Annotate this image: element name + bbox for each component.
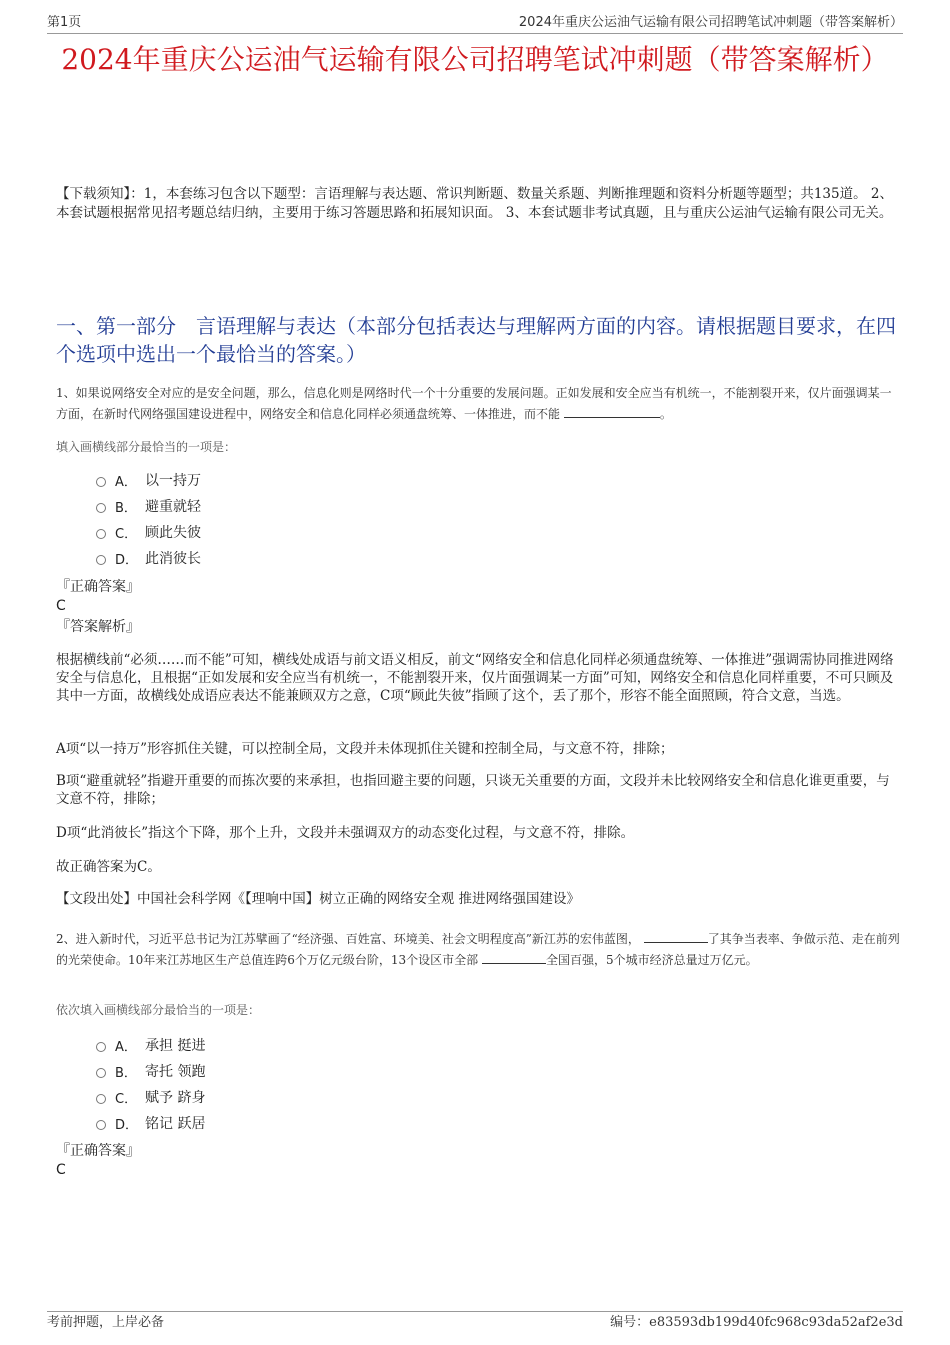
question-2-answer: C — [56, 1162, 66, 1178]
question-2-option-c[interactable] — [96, 1084, 205, 1110]
page-header — [47, 14, 903, 34]
question-1-blank — [564, 403, 660, 418]
page-number: 第1页 — [47, 15, 82, 30]
question-2-text — [56, 928, 900, 970]
option-text: 避重就轻 — [145, 499, 201, 515]
option-letter: D． — [115, 552, 139, 568]
analysis-conclusion: 故正确答案为C。 — [56, 859, 161, 875]
question-2-text-part2: 了其争当表率、争做示范、走在前列的光荣使命。10年来江苏地区生产总值连跨6个万亿元级台阶，13个设区市全部 — [56, 932, 900, 967]
radio-button[interactable] — [96, 1094, 106, 1104]
analysis-paragraph: A项“以一持万”形容抓住关键，可以控制全局，文段并未体现抓住关键和控制全局，与文意不符，排除； — [56, 741, 674, 757]
question-1-answer: C — [56, 598, 66, 614]
radio-button[interactable] — [96, 1042, 106, 1052]
question-1-option-b[interactable] — [96, 493, 201, 519]
radio-button[interactable] — [96, 1120, 106, 1130]
question-1-options — [96, 467, 201, 571]
radio-button[interactable] — [96, 529, 106, 539]
question-2-answer-label: 『正确答案』 — [56, 1143, 140, 1159]
question-2-options — [96, 1032, 205, 1136]
analysis-paragraph: 根据横线前“必须……而不能”可知，横线处成语与前文语义相反，前文“网络安全和信息化同样必须通盘统筹、一体推进”强调需协同推进网络安全与信息化，且根据“正如发展和安全应当有机统一，不能割裂开来，仅片面强调某一方面”可知，网络安全和信息化同样重要，不可只顾及其中一方面，故横线处成语应表达不能兼顾双方之意，C项“顾此失彼”指顾了这个，丢了那个，形容不能全面照顾，符合文意，当选。 — [56, 652, 894, 704]
option-letter: D． — [115, 1117, 139, 1133]
question-2-blank-2 — [482, 949, 546, 964]
question-1-prompt: 填入画横线部分最恰当的一项是： — [56, 440, 237, 454]
question-1-option-d[interactable] — [96, 545, 201, 571]
question-1-answer-label: 『正确答案』 — [56, 579, 140, 595]
question-2-prompt: 依次填入画横线部分最恰当的一项是： — [56, 1003, 261, 1017]
analysis-paragraph: B项“避重就轻”指避开重要的而拣次要的来承担，也指回避主要的问题，只谈无关重要的方面，文段并未比较网络安全和信息化谁更重要，与文意不符，排除； — [56, 773, 890, 807]
header-doc-name: 2024年重庆公运油气运输有限公司招聘笔试冲刺题（带答案解析） — [518, 15, 903, 30]
question-1-text-after: 。 — [659, 407, 672, 421]
option-letter: B． — [115, 1065, 137, 1081]
option-letter: C． — [115, 526, 138, 542]
option-text: 寄托 领跑 — [145, 1064, 206, 1080]
question-1-analysis-label: 『答案解析』 — [56, 619, 140, 635]
option-letter: A． — [115, 1039, 137, 1055]
option-text: 承担 挺进 — [145, 1038, 206, 1054]
section-title: 一、第一部分 言语理解与表达（本部分包括表达与理解两方面的内容。请根据题目要求，在四个选项中选出一个最恰当的答案。） — [56, 314, 896, 366]
option-text: 赋予 跻身 — [145, 1090, 206, 1106]
radio-button[interactable] — [96, 477, 106, 487]
analysis-paragraph: D项“此消彼长”指这个下降，那个上升，文段并未强调双方的动态变化过程，与文意不符，排除。 — [56, 825, 635, 841]
question-2-blank-1 — [644, 928, 708, 943]
option-text: 顾此失彼 — [145, 525, 201, 541]
option-letter: A． — [115, 474, 137, 490]
document-title: 2024年重庆公运油气运输有限公司招聘笔试冲刺题（带答案解析） — [61, 43, 889, 76]
option-letter: C． — [115, 1091, 138, 1107]
question-1-option-a[interactable] — [96, 467, 201, 493]
question-2-text-part3: 全国百强，5个城市经济总量过万亿元。 — [546, 953, 758, 967]
option-text: 此消彼长 — [145, 551, 201, 567]
question-1-text — [56, 383, 900, 424]
radio-button[interactable] — [96, 503, 106, 513]
radio-button[interactable] — [96, 1068, 106, 1078]
footer-slogan: 考前押题，上岸必备 — [47, 1315, 165, 1330]
question-2-option-d[interactable] — [96, 1110, 205, 1136]
option-text: 铭记 跃居 — [145, 1116, 206, 1132]
radio-button[interactable] — [96, 555, 106, 565]
question-2-option-a[interactable] — [96, 1032, 205, 1058]
option-text: 以一持万 — [145, 473, 201, 489]
question-1-text-before: 1、如果说网络安全对应的是安全问题，那么，信息化则是网络时代一个十分重要的发展问题。正如发展和安全应当有机统一，不能割裂开来，仅片面强调某一方面，在新时代网络强国建设进程中，网络安全和信息化同样必须通盘统筹、一体推进，而不能 — [56, 386, 892, 421]
analysis-source: 【文段出处】中国社会科学网《【理响中国】树立正确的网络安全观 推进网络强国建设》 — [56, 891, 581, 907]
option-letter: B． — [115, 500, 137, 516]
question-2-text-part1: 2、进入新时代，习近平总书记为江苏擘画了“经济强、百姓富、环境美、社会文明程度高”新江苏的宏伟蓝图， — [56, 932, 640, 946]
download-notice: 【下载须知】：1，本套练习包含以下题型：言语理解与表达题、常识判断题、数量关系题、判断推理题和资料分析题等题型；共135道。 2、本套试题根据常见招考题总结归纳，主要用于练习答题思路和拓展知识面。 3、本套试题非考试真题，且与重庆公运油气运输有限公司无关。 — [56, 186, 893, 221]
footer-code: 编号：e83593db199d40fc968c93da52af2e3d — [610, 1315, 903, 1330]
question-1-option-c[interactable] — [96, 519, 201, 545]
page-footer — [47, 1311, 903, 1330]
question-2-option-b[interactable] — [96, 1058, 205, 1084]
